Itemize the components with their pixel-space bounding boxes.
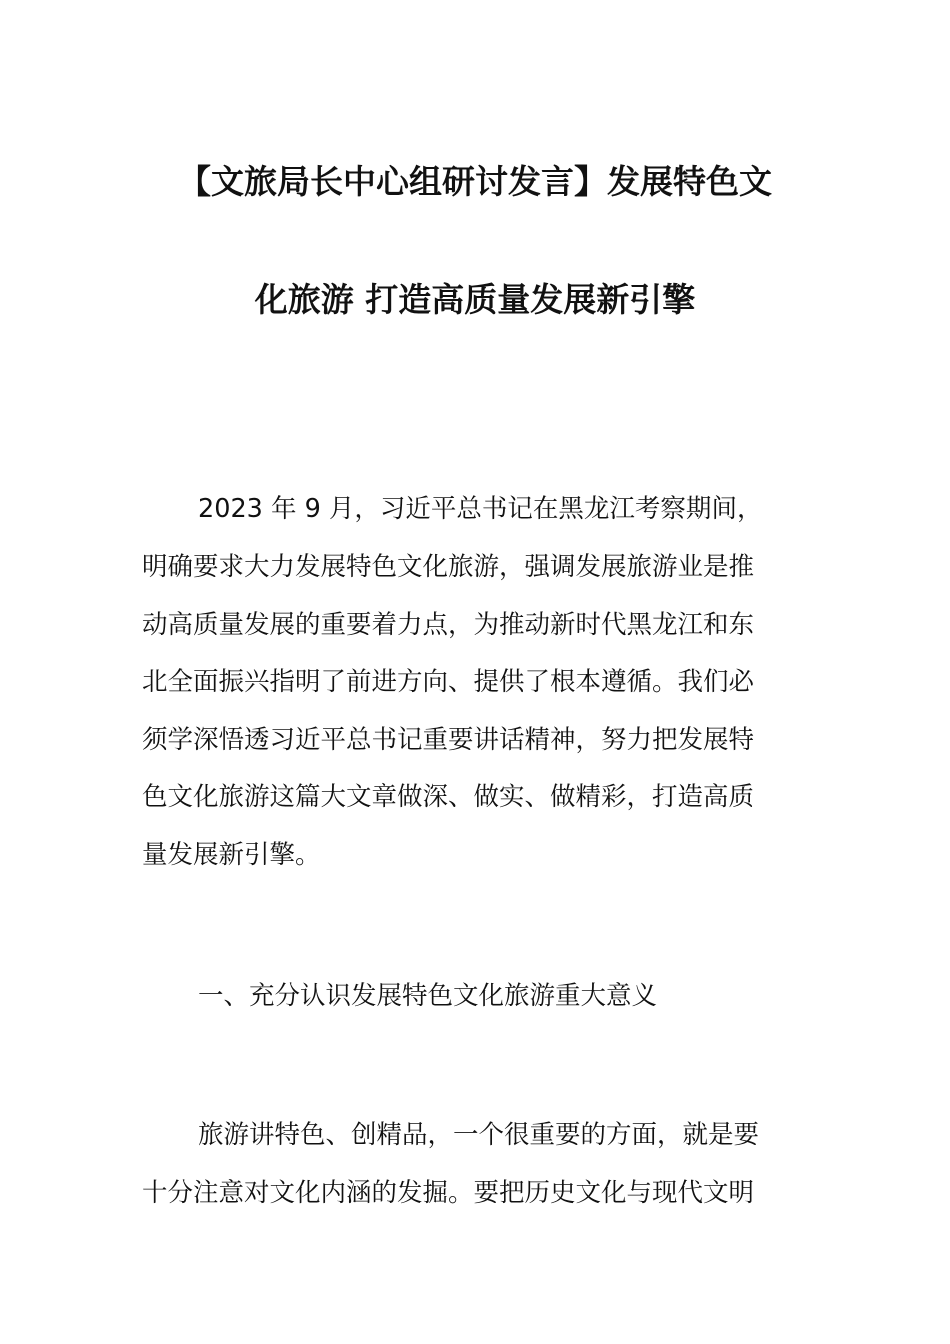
paragraph-line: 十分注意对文化内涵的发掘。要把历史文化与现代文明 <box>142 1178 755 1208</box>
paragraph-line: 动高质量发展的重要着力点，为推动新时代黑龙江和东 <box>142 610 755 640</box>
paragraph-line: 色文化旅游这篇大文章做深、做实、做精彩，打造高质 <box>142 782 755 812</box>
paragraph-line: 须学深悟透习近平总书记重要讲话精神，努力把发展特 <box>142 725 755 755</box>
paragraph-line: 旅游讲特色、创精品，一个很重要的方面，就是要 <box>198 1120 760 1150</box>
section-heading: 一、充分认识发展特色文化旅游重大意义 <box>198 981 658 1011</box>
paragraph-line: 2023 年 9 月，习近平总书记在黑龙江考察期间， <box>198 494 763 524</box>
title-line-2: 化旅游 打造高质量发展新引擎 <box>254 280 696 319</box>
paragraph-line: 量发展新引擎。 <box>142 840 321 870</box>
title-line-1: 【文旅局长中心组研讨发言】发展特色文 <box>178 162 772 201</box>
paragraph-line: 北全面振兴指明了前进方向、提供了根本遵循。我们必 <box>142 667 755 697</box>
paragraph-line: 明确要求大力发展特色文化旅游，强调发展旅游业是推 <box>142 552 755 582</box>
